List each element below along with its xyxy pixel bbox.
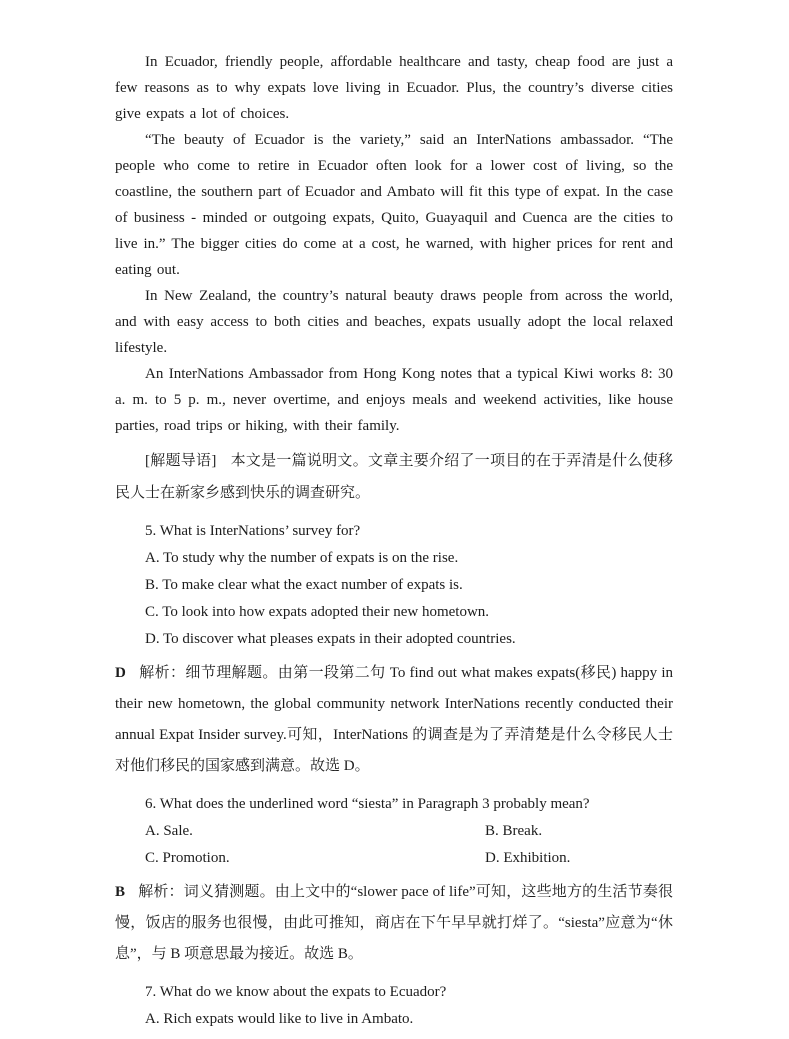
question-6-option-b: B. Break. [485, 823, 543, 839]
question-7-option-a: A. Rich expats would like to live in Ambato. [145, 1011, 414, 1027]
question-6-option-c: C. Promotion. [145, 850, 230, 866]
passage-paragraph-1: In Ecuador, friendly people, affordable healthcare and tasty, cheap food are just a few reasons as to why expats love living in Ecuador. Plus, the country’s diverse cities give expats a lot of choices. [115, 54, 673, 122]
answer-5-text: 解析：细节理解题。由第一段第二句 To find out what makes expats(移民) happy in their new hometown, the global community network InterNations recently conducted their annual Expat Insider survey.可知，InterNations 的调查是为了弄清楚是什么令移民人士对他们移民的国家感到满意。故选 D。 [115, 665, 673, 774]
answer-6-letter: B [115, 884, 126, 900]
passage-paragraph-4: An InterNations Ambassador from Hong Kong notes that a typical Kiwi works 8: 30 a. m. to 5 p. m., never overtime, and enjoys meals and weekend activities, like house parties, road trips or hiking, with their family. [115, 366, 673, 434]
question-5-option-b: B. To make clear what the exact number of expats is. [145, 577, 463, 593]
passage-paragraph-2: “The beauty of Ecuador is the variety,” said an InterNations ambassador. “The people who come to retire in Ecuador often look for a lower cost of living, so the coastline, the southern part of Ecuador and Ambato will fit this type of expat. In the case of business - minded or outgoing expats, Quito, Guayaquil and Cuenca are the cities to live in.” The bigger cities do come at a cost, he warned, with higher prices for rent and eating out. [115, 132, 673, 278]
question-6-option-row-2 [145, 845, 673, 872]
question-6-option-a: A. Sale. [145, 823, 193, 839]
answer-5-letter: D [115, 665, 126, 681]
analysis-guide-label: [解题导语] [145, 453, 217, 469]
question-6-option-d: D. Exhibition. [485, 850, 571, 866]
question-6-option-row-1 [145, 818, 673, 845]
question-7-stem: 7. What do we know about the expats to Ecuador? [145, 984, 447, 1000]
analysis-guide-text: 本文是一篇说明文。文章主要介绍了一项目的在于弄清是什么使移民人士在新家乡感到快乐的调查研究。 [115, 453, 673, 501]
analysis-guide [115, 445, 673, 509]
question-5-option-a: A. To study why the number of expats is on the rise. [145, 550, 459, 566]
question-5-stem: 5. What is InterNations’ survey for? [145, 523, 361, 539]
question-6 [115, 791, 673, 872]
question-5-option-c: C. To look into how expats adopted their new hometown. [145, 604, 490, 620]
question-7 [115, 979, 673, 1033]
question-6-stem: 6. What does the underlined word “siesta” in Paragraph 3 probably mean? [145, 796, 590, 812]
question-5 [115, 518, 673, 653]
answer-explanation-5 [115, 658, 673, 782]
passage-paragraph-3: In New Zealand, the country’s natural beauty draws people from across the world, and with easy access to both cities and beaches, expats usually adopt the local relaxed lifestyle. [115, 288, 673, 356]
answer-6-text: 解析：词义猜测题。由上文中的“slower pace of life”可知，这些地方的生活节奏很慢，饭店的服务也很慢，由此可推知，商店在下午早早就打烊了。“siesta”应意为“休息”，与 B 项意思最为接近。故选 B。 [115, 884, 673, 962]
question-5-option-d: D. To discover what pleases expats in their adopted countries. [145, 631, 516, 647]
answer-explanation-6 [115, 877, 673, 970]
